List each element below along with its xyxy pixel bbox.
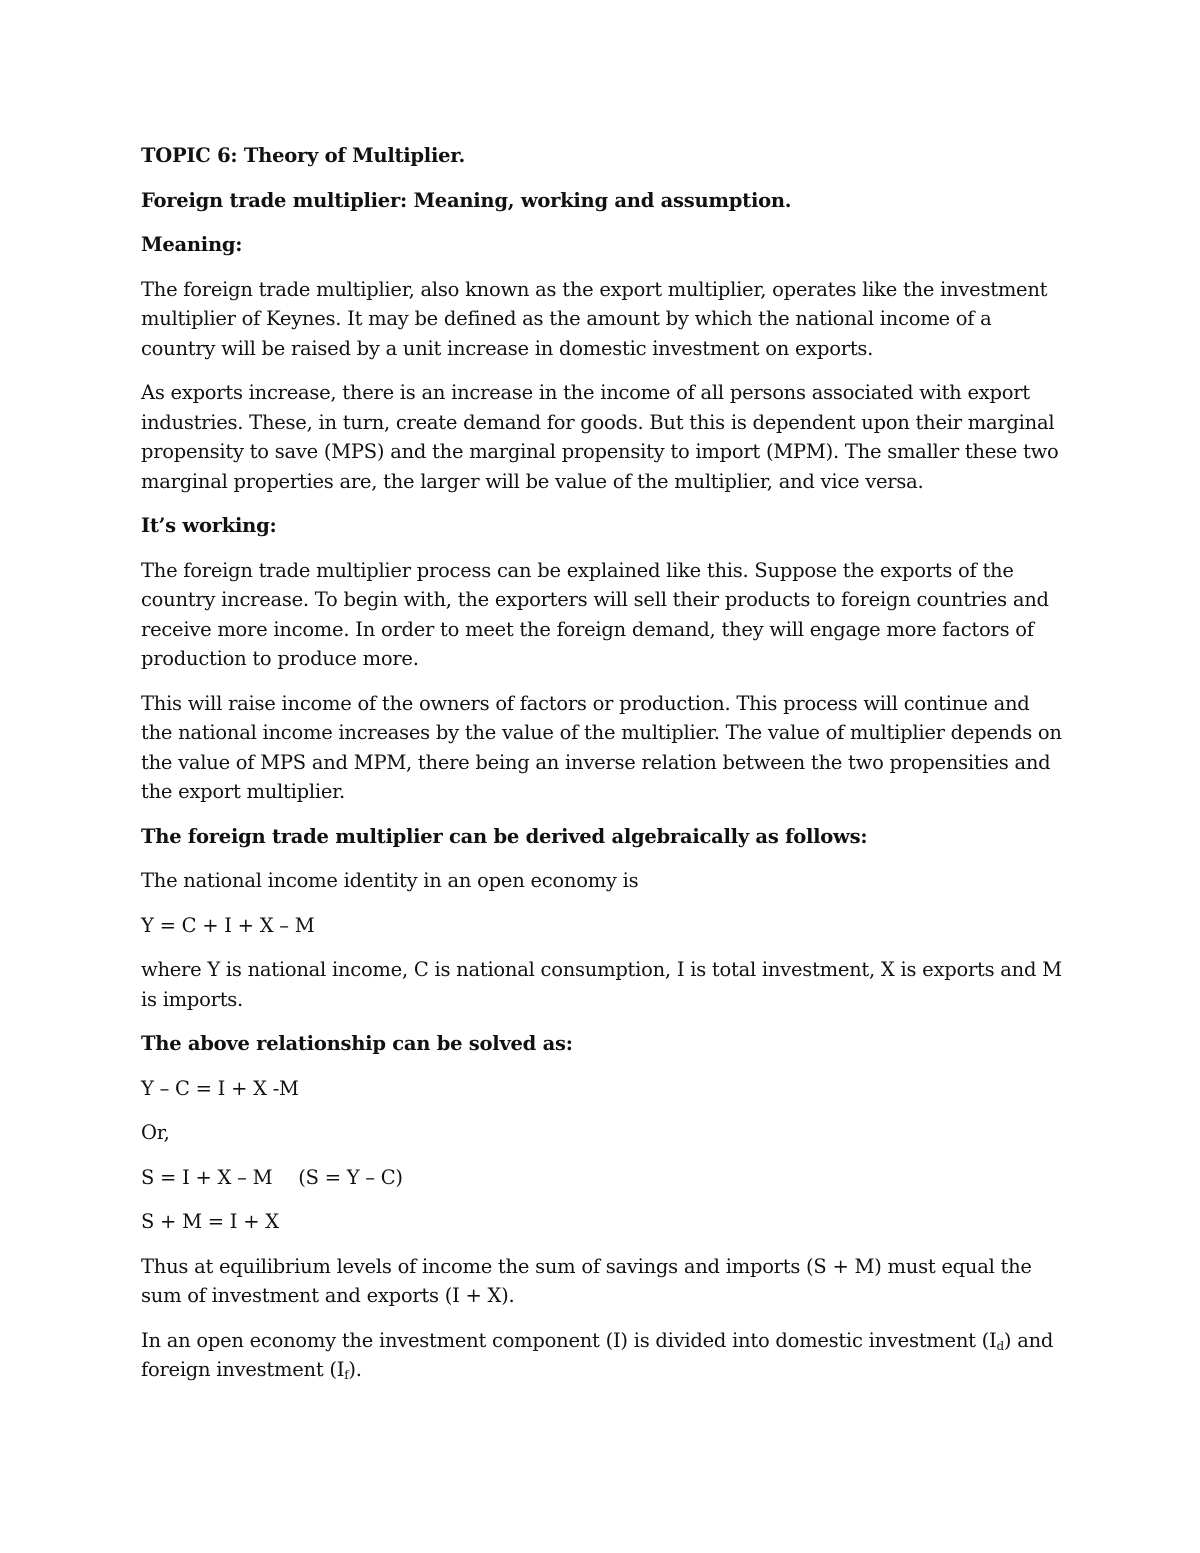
equation-savings-main: S = I + X – M (141, 1165, 273, 1189)
subscript-f: f (344, 1368, 349, 1382)
equation-income-identity: Y = C + I + X – M (141, 913, 315, 937)
derivation-heading: The foreign trade multiplier can be derived algebraically as follows: (141, 824, 868, 848)
or-text: Or, (141, 1121, 170, 1144)
working-paragraph-1: The foreign trade multiplier process can be explained like this. Suppose the exports of the country increase. To begin with, the exporters will sell their products to foreign countries and receive more income. In order to meet the foreign demand, they will engage more factors of production to produce more. (141, 558, 1049, 670)
document-title: TOPIC 6: Theory of Multiplier. (141, 144, 466, 167)
meaning-heading: Meaning: (141, 233, 243, 256)
working-heading: It’s working: (141, 514, 277, 537)
equation-savings-identity (141, 1163, 1066, 1193)
document-page (141, 141, 1066, 1400)
meaning-paragraph-1: The foreign trade multiplier, also known as the export multiplier, operates like the investment multiplier of Keynes. It may be defined as the amount by which the national income of a country will be raised by a unit increase in domestic investment on exports. (141, 277, 1048, 360)
subscript-d: d (996, 1338, 1004, 1353)
derivation-intro: The national income identity in an open economy is (141, 869, 639, 892)
solved-heading: The above relationship can be solved as: (141, 1032, 573, 1055)
working-paragraph-2: This will raise income of the owners of factors or production. This process will continue and the national income increases by the value of the multiplier. The value of multiplier depends on the value of MPS and MPM, there being an inverse relation between the two propensities and the export multiplier. (141, 691, 1062, 803)
equilibrium-paragraph: Thus at equilibrium levels of income the sum of savings and imports (S + M) must equal the sum of investment and exports (I + X). (141, 1254, 1032, 1307)
equation-equilibrium: S + M = I + X (141, 1210, 279, 1233)
investment-paragraph: In an open economy the investment component (I) is divided into domestic investment $(I_d)$ and foreign investment $(I_f)$. (141, 1328, 1054, 1382)
meaning-paragraph-2: As exports increase, there is an increase in the income of all persons associated with export industries. These, in turn, create demand for goods. But this is dependent upon their marginal propensity to save (MPS) and the marginal propensity to import (MPM). The smaller these two marginal properties are, the larger will be value of the multiplier, and vice versa. (141, 381, 1059, 493)
document-subtitle: Foreign trade multiplier: Meaning, working and assumption. (141, 188, 792, 212)
equation-savings-form: Y – C = I + X -M (141, 1076, 299, 1100)
equation-savings-note: (S = Y – C) (298, 1165, 403, 1189)
derivation-where-text: where Y is national income, C is national consumption, I is total investment, X is exports and M is imports. (141, 958, 1062, 1011)
